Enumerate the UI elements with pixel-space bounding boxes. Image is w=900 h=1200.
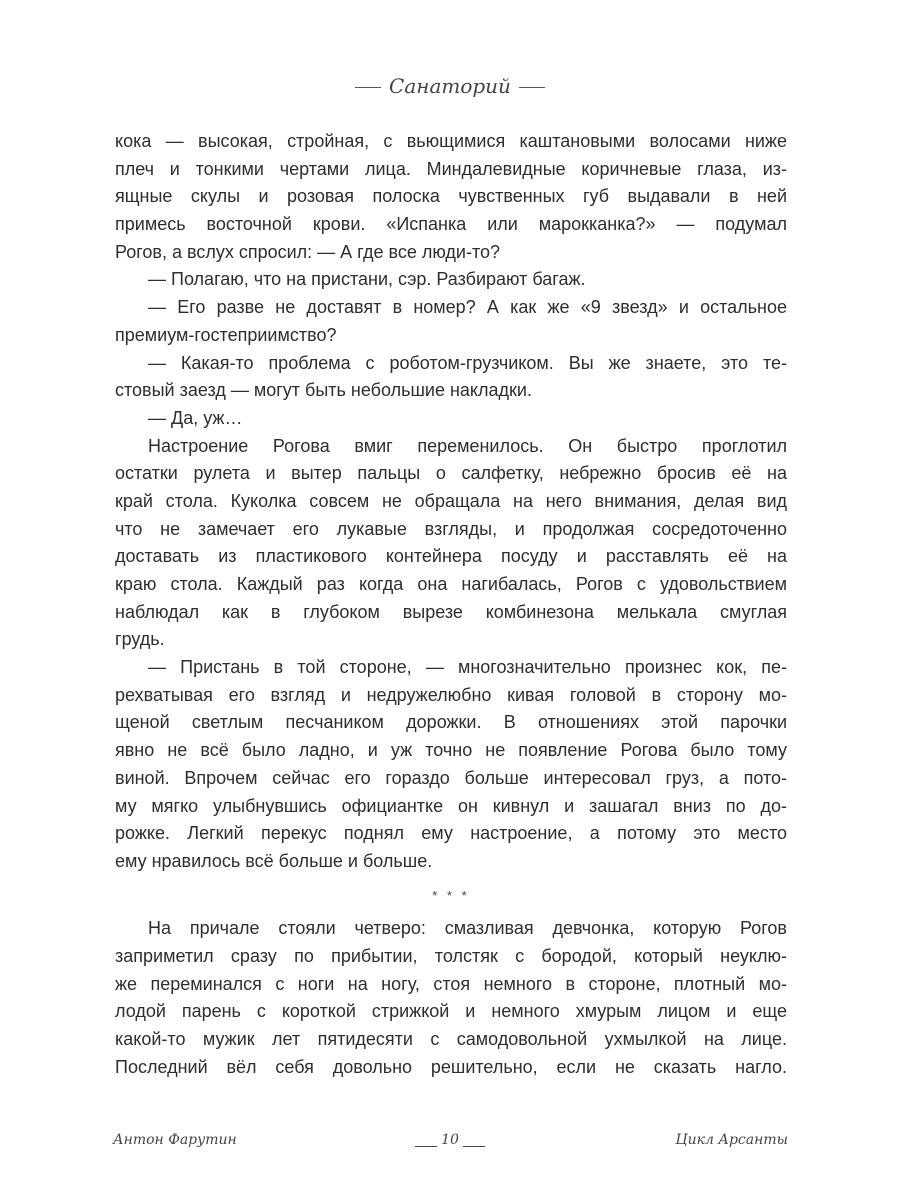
text-line: наблюдал как в глубоком вырезе комбинезона мелькала смуглая xyxy=(115,601,787,622)
text-line: На причале стояли четверо: смазливая девчонка, которую Рогов xyxy=(148,918,787,939)
text-line: кока — высокая, стройная, с вьющимися каштановыми волосами ниже xyxy=(115,131,787,151)
text-line: грудь. xyxy=(115,629,165,650)
text-line: плеч и тонкими чертами лица. Миндалевидные коричневые глаза, из- xyxy=(115,158,787,179)
text-line: остатки рулета и вытер пальцы о салфетку, небрежно бросив её на xyxy=(115,463,787,484)
text-line: что не замечает его лукавые взгляды, и продолжая сосредоточенно xyxy=(115,518,787,539)
text-line: премиум-гостеприимство? xyxy=(115,324,337,345)
text-line: край стола. Куколка совсем не обращала на него внимания, делая вид xyxy=(115,490,787,511)
text-line: Настроение Рогова вмиг переменилось. Он быстро проглотил xyxy=(148,435,787,456)
text-line: явно не всё было ладно, и уж точно не появление Рогова было тому xyxy=(115,740,787,761)
text-line: — Пристань в той стороне, — многозначительно произнес кок, пе- xyxy=(148,657,787,678)
text-line: — Его разве не доставят в номер? А как же «9 звезд» и остальное xyxy=(148,297,787,318)
page-number-rule-left xyxy=(415,1146,437,1148)
header-dash-left xyxy=(355,87,381,89)
page-number: 10 xyxy=(441,1132,459,1148)
text-line: Рогов, а вслух спросил: — А где все люди-то? xyxy=(115,241,501,262)
text-line: ящные скулы и розовая полоска чувственных губ выдавали в ней xyxy=(115,186,787,207)
text-line: ему нравилось всё больше и больше. xyxy=(115,850,433,871)
chapter-title: Санаторий xyxy=(389,74,511,98)
text-line: рожке. Легкий перекус поднял ему настроение, а потому это место xyxy=(115,823,787,844)
footer-author: Антон Фарутин xyxy=(113,1132,237,1148)
text-line: рехватывая его взгляд и недружелюбно кивая головой в сторону мо- xyxy=(115,684,787,705)
text-line: — Да, уж… xyxy=(148,407,243,428)
text-line: же переминался с ноги на ногу, стоя немного в стороне, плотный мо- xyxy=(115,973,787,994)
page-number-rule-right xyxy=(463,1146,485,1148)
text-line: краю стола. Каждый раз когда она нагибалась, Рогов с удовольствием xyxy=(115,574,787,594)
running-head xyxy=(0,74,900,98)
body-text xyxy=(115,128,787,1081)
text-line: — Какая-то проблема с роботом-грузчиком. Вы же знаете, это те- xyxy=(148,352,787,373)
header-dash-right xyxy=(519,87,545,89)
text-line: заприметил сразу по прибытии, толстяк с бородой, который неуклю- xyxy=(115,945,787,966)
footer-series: Цикл Арсанты xyxy=(675,1132,788,1148)
text-line: доставать из пластикового контейнера посуду и расставлять её на xyxy=(115,546,787,567)
text-line: примесь восточной крови. «Испанка или марокканка?» — подумал xyxy=(115,214,787,235)
text-line: какой-то мужик лет пятидесяти с самодовольной ухмылкой на лице. xyxy=(115,1028,787,1049)
text-line: стовый заезд — могут быть небольшие накладки. xyxy=(115,380,532,401)
text-line: виной. Впрочем сейчас его гораздо больше интересовал груз, а пото- xyxy=(115,767,787,788)
text-line: лодой парень с короткой стрижкой и немного хмурым лицом и еще xyxy=(115,1001,787,1022)
text-line: му мягко улыбнувшись официантке он кивнул и зашагал вниз по до- xyxy=(115,795,787,816)
text-line: — Полагаю, что на пристани, сэр. Разбирают багаж. xyxy=(148,269,586,290)
text-line: щеной светлым песчаником дорожки. В отношениях этой парочки xyxy=(115,712,787,733)
text-line: Последний вёл себя довольно решительно, если не сказать нагло. xyxy=(115,1056,787,1077)
scene-separator: * * * xyxy=(432,887,470,903)
